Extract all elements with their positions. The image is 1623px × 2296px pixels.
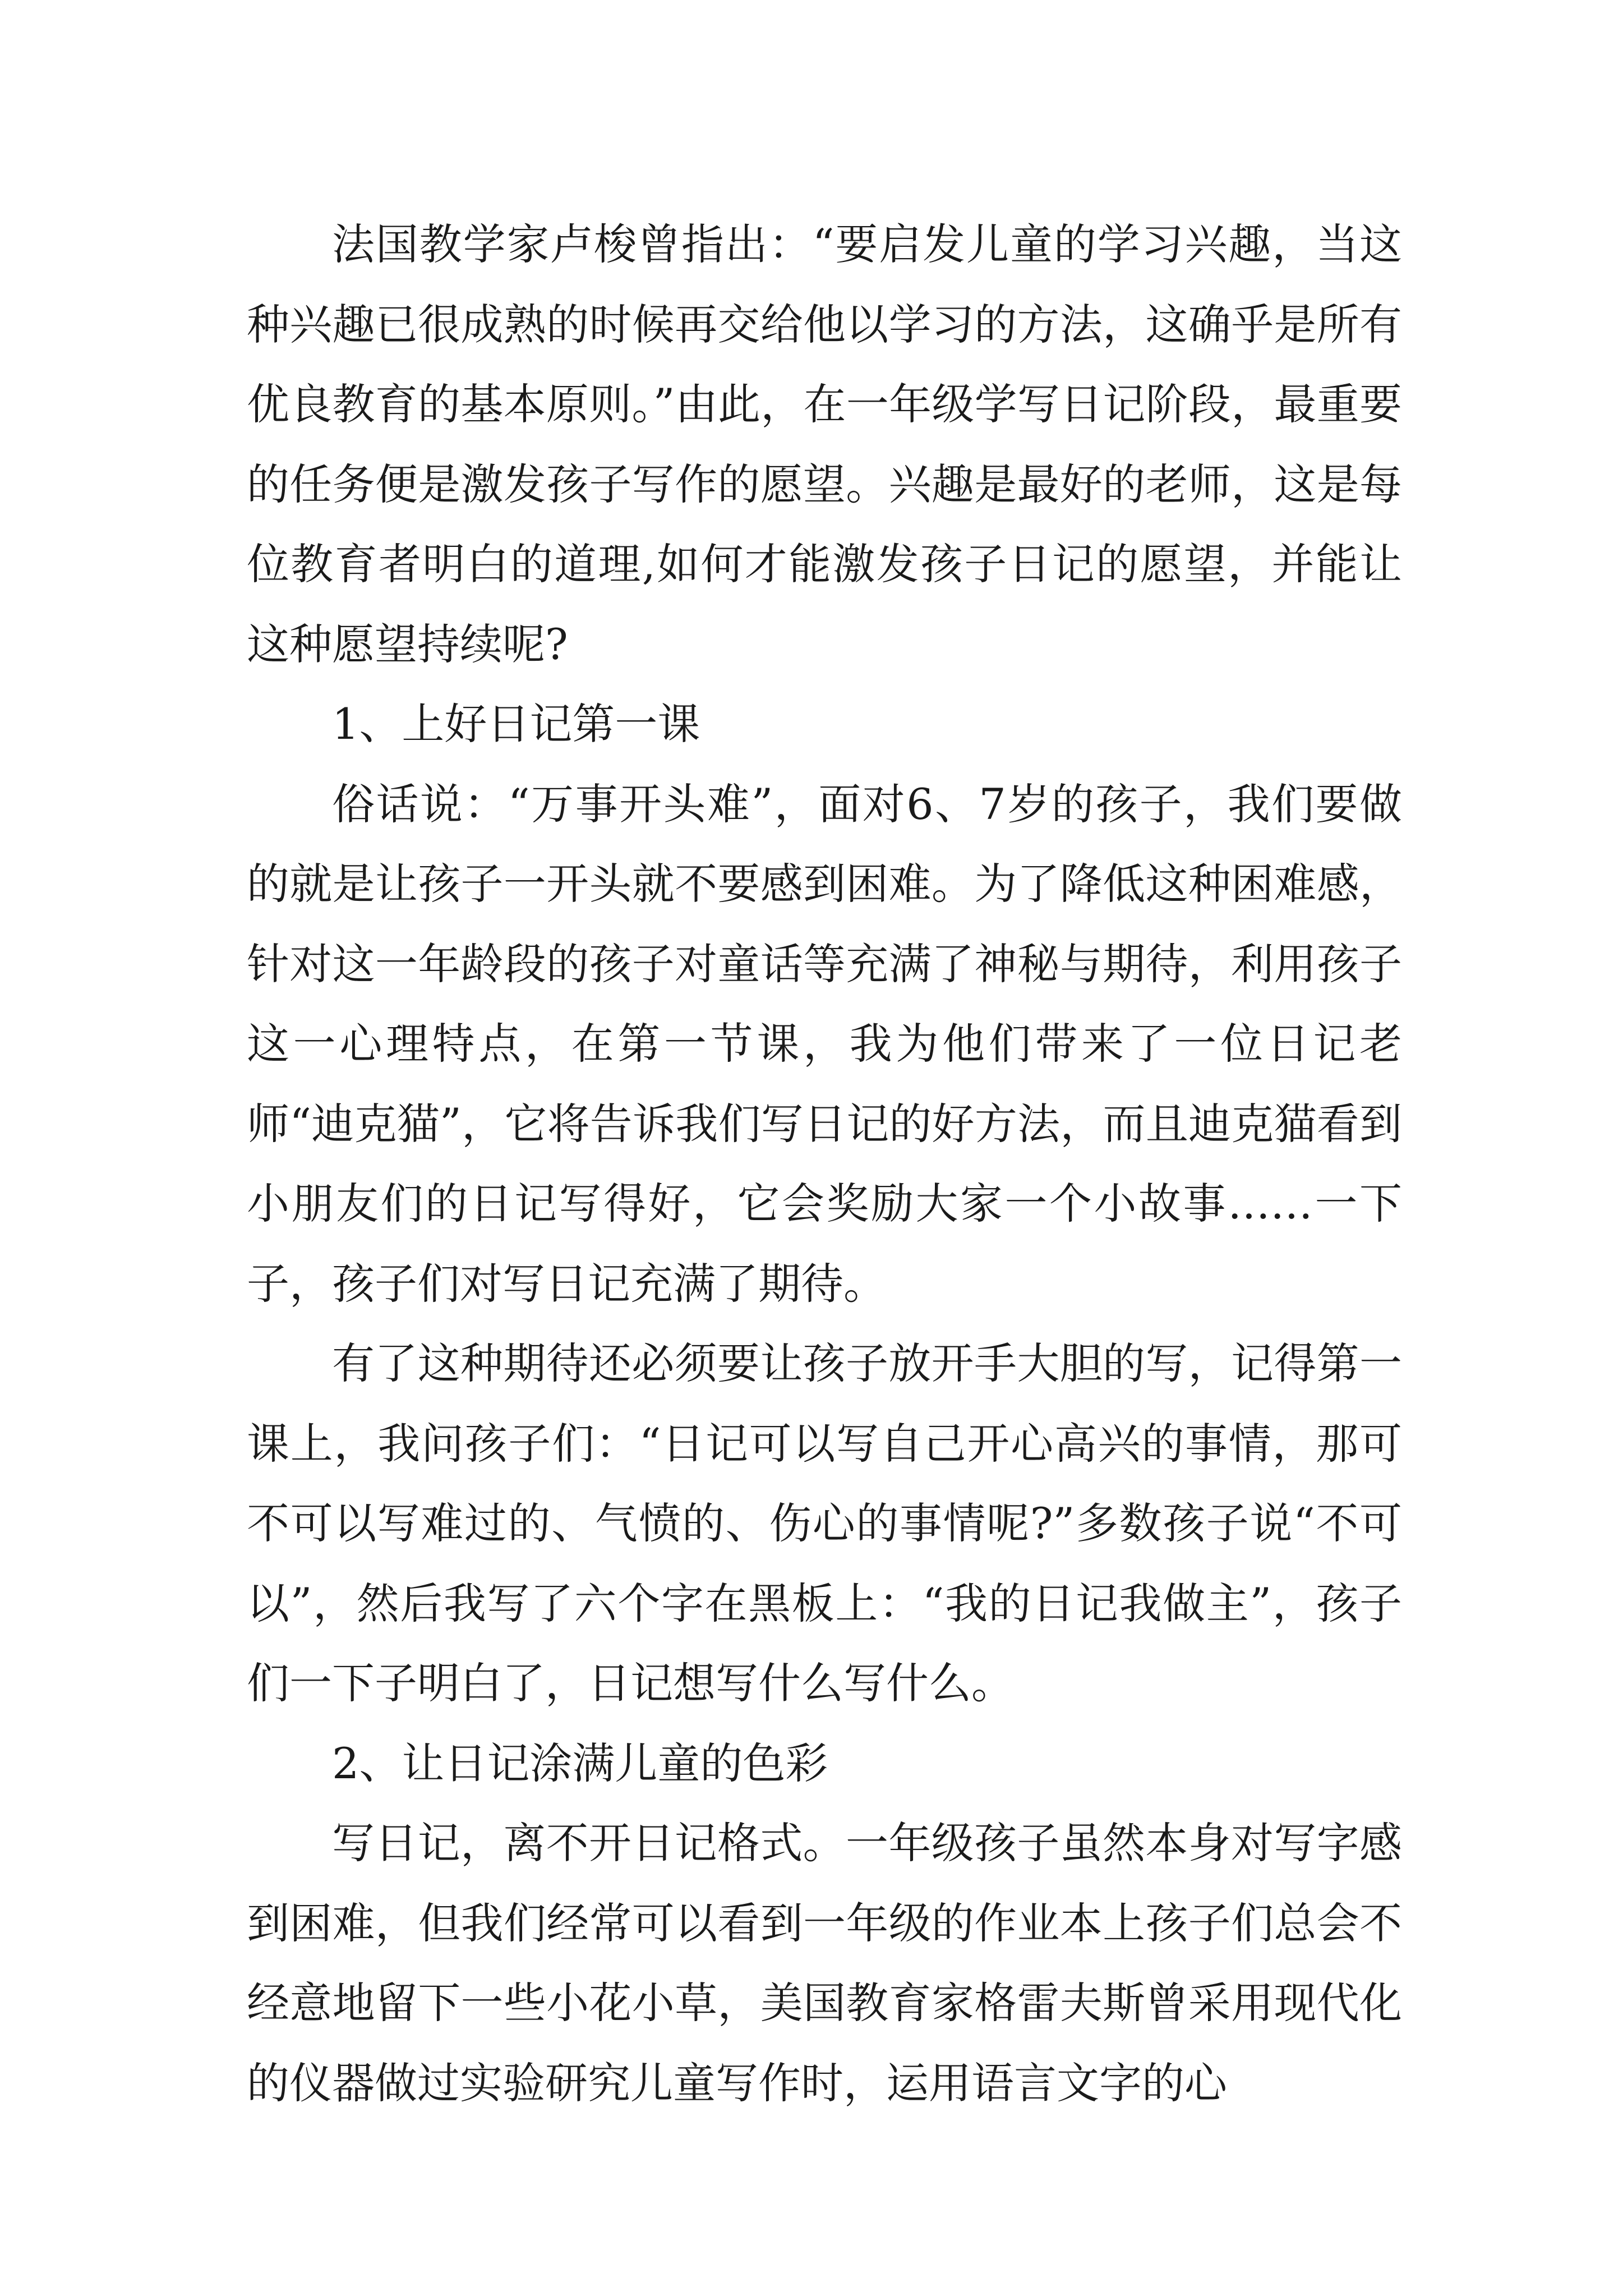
paragraph-rousseau-quote: 法国教学家卢梭曾指出：“要启发儿童的学习兴趣，当这种兴趣已很成熟的时候再交给他以学习的方法，这确乎是所有优良教育的基本原则。”由此，在一年级学写日记阶段，最重要的任务便是激发孩子写作的愿望。兴趣是最好的老师，这是每位教育者明白的道理,如何才能激发孩子日记的愿望，并能让这种愿望持续呢? [247,219,1402,669]
paragraph-diary-format: 写日记，离不开日记格式。一年级孩子虽然本身对写字感到困难，但我们经常可以看到一年级的作业本上孩子们总会不经意地留下一些小花小草，美国教育家格雷夫斯曾采用现代化的仪器做过实验研究儿童写作时，运用语言文字的心 [247,1818,1402,2108]
section-heading-diary-colors: 2、让日记涂满儿童的色彩 [332,1738,828,1788]
paragraph-first-lesson: 俗话说：“万事开头难”，面对6、7岁的孩子，我们要做的就是让孩子一开头就不要感到困难。为了降低这种困难感，针对这一年龄段的孩子对童话等充满了神秘与期待，利用孩子这一心理特点，在第一节课，我为他们带来了一位日记老师“迪克猫”，它将告诉我们写日记的好方法，而且迪克猫看到小朋友们的日记写得好，它会奖励大家一个小故事……一下子，孩子们对写日记充满了期待。 [247,779,1402,1309]
paragraph-diary-freedom: 有了这种期待还必须要让孩子放开手大胆的写，记得第一课上，我问孩子们：“日记可以写自己开心高兴的事情，那可不可以写难过的、气愤的、伤心的事情呢?”多数孩子说“不可以”，然后我写了六个字在黑板上：“我的日记我做主”，孩子们一下子明白了，日记想写什么写什么。 [247,1338,1402,1708]
section-heading-first-lesson: 1、上好日记第一课 [332,699,700,749]
document-body [247,205,1402,2123]
